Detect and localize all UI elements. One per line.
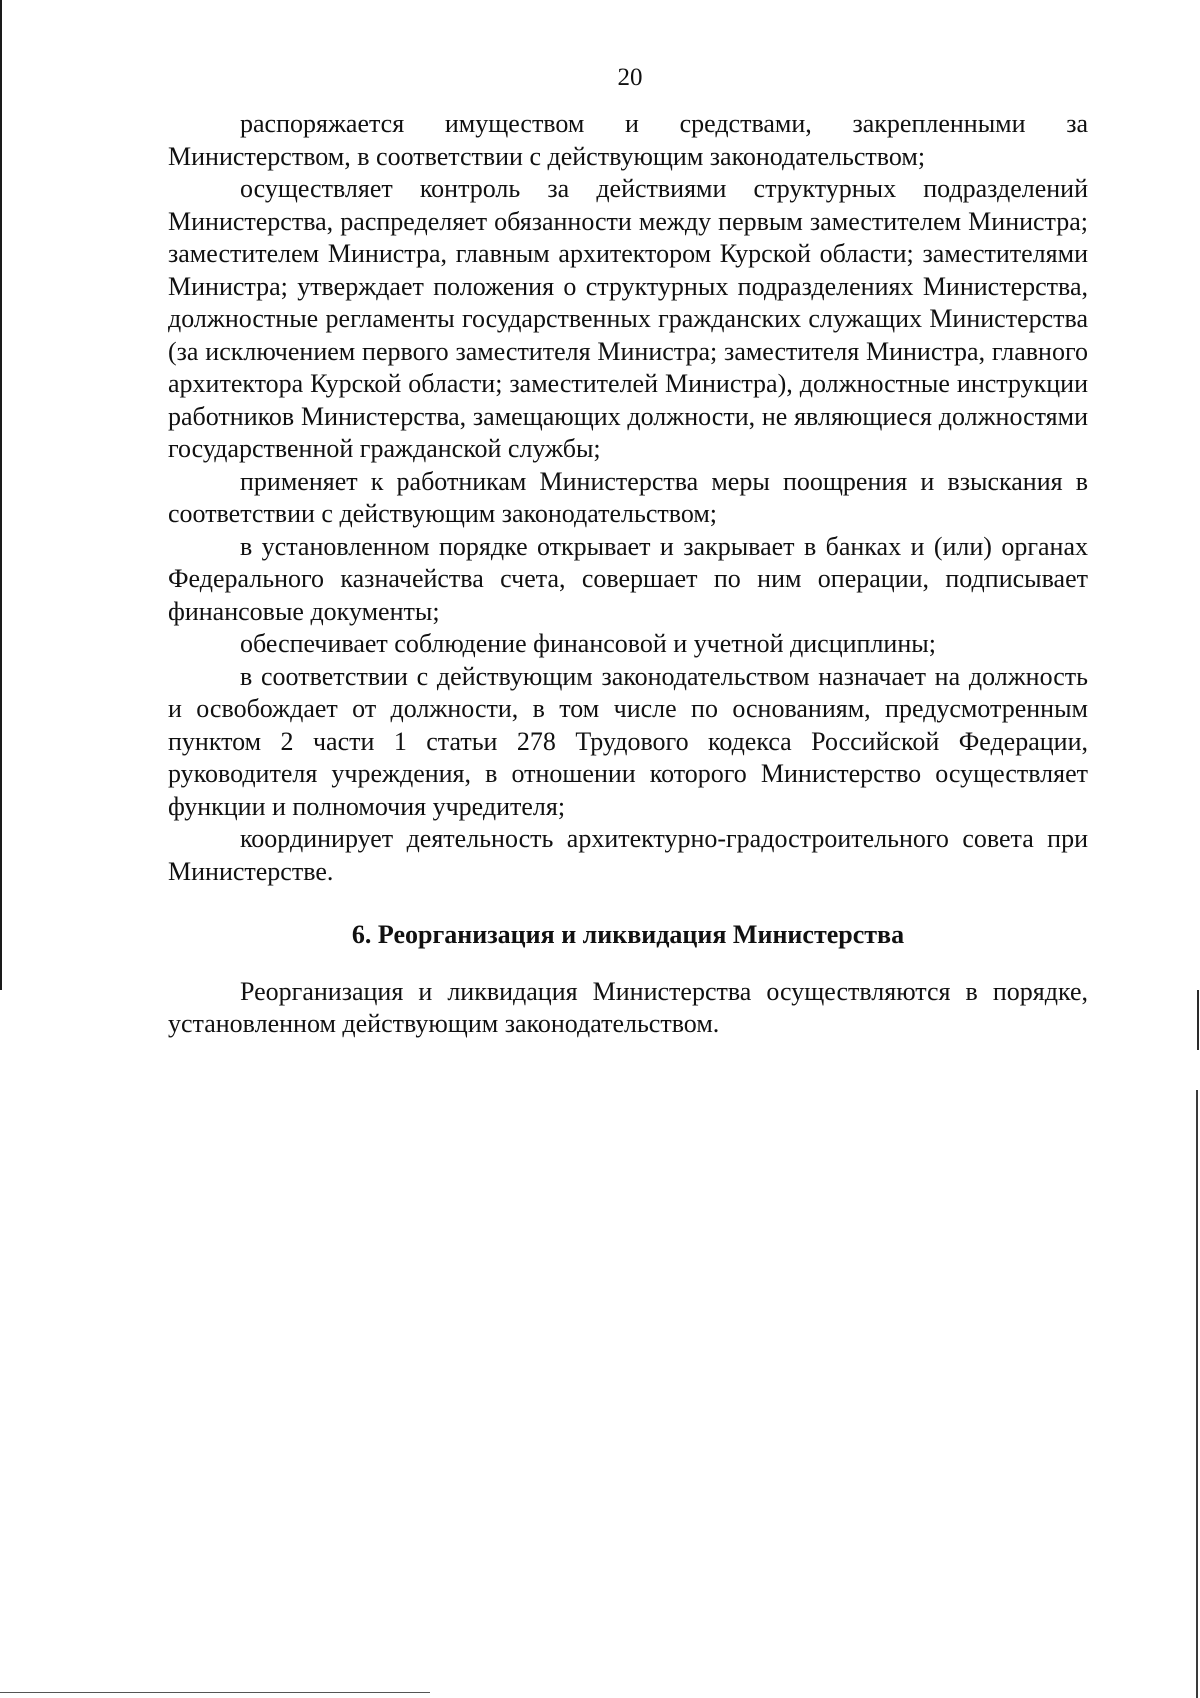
paragraph-property: распоряжается имуществом и средствами, закрепленными за Министерством, в соответствии с действующим законодательством; [168, 109, 1088, 171]
paragraph-appointment: в соответствии с действующим законодательством назначает на должность и освобождает от должности, в том числе по основаниям, предусмотренным пунктом 2 части 1 статьи 278 Трудового кодекса Российской Федерации, руководителя учреждения, в отношении которого Министерство осуществляет функции и полномочия учредителя; [168, 661, 1088, 821]
paragraph-reorganization: Реорганизация и ликвидация Министерства осуществляются в порядке, установленном действующим законодательством. [168, 976, 1088, 1038]
scan-edge-bottom [0, 1692, 430, 1693]
paragraph-council: координирует деятельность архитектурно-градостроительного совета при Министерстве. [168, 824, 1088, 886]
paragraph-control: осуществляет контроль за действиями структурных подразделений Министерства, распределяет обязанности между первым заместителем Министра; заместителем Министра, главным архитектором Курской области; заместителями Министра; утверждает положения о структурных подразделениях Министерства, должностные регламенты государственных гражданских служащих Министерства (за исключением первого заместителя Министра; заместителя Министра, главного архитектора Курской области; заместителей Министра), должностные инструкции работников Министерства, замещающих должности, не являющиеся должностями государственной гражданской службы; [168, 174, 1088, 463]
scan-edge-right-lower [1196, 1090, 1198, 1698]
scan-edge-left [0, 0, 2, 990]
paragraph-incentives: применяет к работникам Министерства меры поощрения и взыскания в соответствии с действующим законодательством; [168, 466, 1088, 528]
paragraph-accounts: в установленном порядке открывает и закрывает в банках и (или) органах Федерального казначейства счета, совершает по ним операции, подписывает финансовые документы; [168, 531, 1088, 626]
paragraph-discipline: обеспечивает соблюдение финансовой и учетной дисциплины; [240, 629, 936, 658]
scan-edge-right-upper [1197, 990, 1199, 1050]
page-number: 20 [617, 64, 643, 91]
document-body [168, 108, 1088, 1041]
section-heading: 6. Реорганизация и ликвидация Министерства [351, 920, 905, 949]
